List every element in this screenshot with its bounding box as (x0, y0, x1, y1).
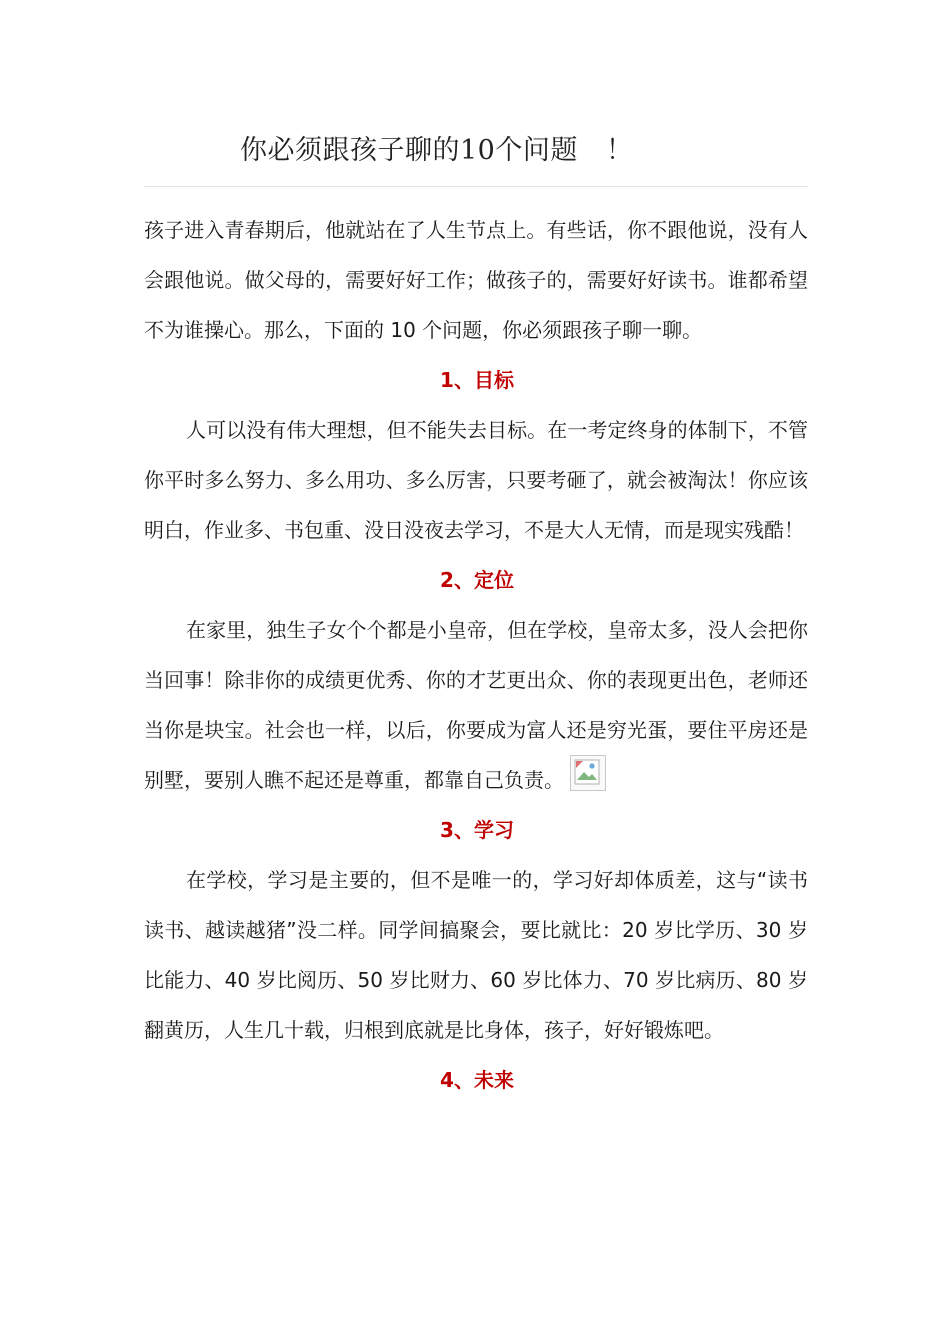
section-heading-3: 3、学习 (440, 818, 514, 842)
section-paragraph-2-text: 在家里，独生子女个个都是小皇帝，但在学校，皇帝太多，没人会把你当回事！除非你的成绩更优秀、你的才艺更出众、你的表现更出色，老师还当你是块宝。社会也一样，以后，你要成为富人还是穷光蛋，要住平房还是别墅，要别人瞧不起还是尊重，都靠自己负责。 (144, 618, 808, 792)
document-title-suffix: ！ (605, 135, 634, 166)
section-paragraph-2 (144, 605, 808, 805)
document-body (144, 205, 808, 1105)
intro-paragraph: 孩子进入青春期后，他就站在了人生节点上。有些话，你不跟他说，没有人会跟他说。做父母的，需要好好工作；做孩子的，需要好好读书。谁都希望不为谁操心。那么，下面的 10 个问题，你必须跟孩子聊一聊。 (144, 218, 808, 342)
section-heading-4: 4、未来 (440, 1068, 514, 1092)
section-paragraph-1: 人可以没有伟大理想，但不能失去目标。在一考定终身的体制下，不管你平时多么努力、多么用功、多么厉害，只要考砸了，就会被淘汰！你应该明白，作业多、书包重、没日没夜去学习，不是大人无情，而是现实残酷！ (144, 418, 808, 542)
section-paragraph-3: 在学校，学习是主要的，但不是唯一的，学习好却体质差，这与“读书读书、越读越猪”没二样。同学间搞聚会，要比就比：20 岁比学历、30 岁比能力、40 岁比阅历、50 岁比财力、60 岁比体力、70 岁比病历、80 岁翻黄历，人生几十载，归根到底就是比身体，孩子，好好锻炼吧。 (144, 868, 808, 1042)
section-heading-1: 1、目标 (440, 368, 514, 392)
broken-image-icon (570, 755, 606, 791)
document-title-text: 你必须跟孩子聊的10个问题 (240, 135, 578, 166)
title-divider (144, 186, 808, 187)
section-heading-2: 2、定位 (440, 568, 514, 592)
document-title (240, 128, 633, 167)
